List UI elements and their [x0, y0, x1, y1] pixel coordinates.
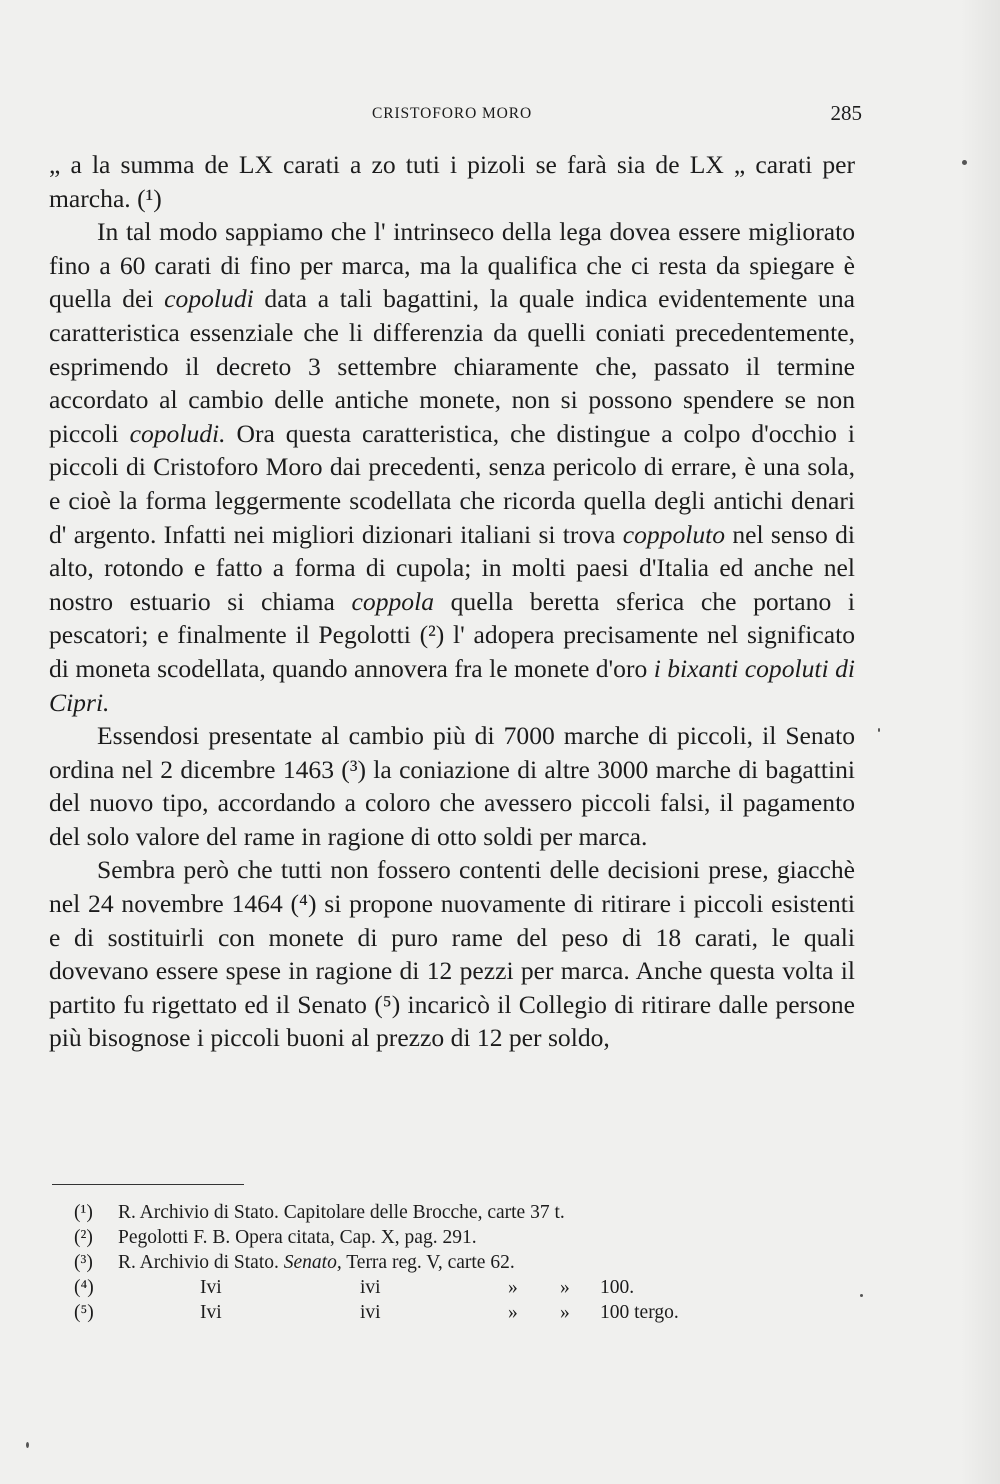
footnote-text: Pegolotti F. B. Opera citata, Cap. X, pag. 291.: [118, 1227, 477, 1248]
footnote-ditto-mark: »: [508, 1302, 518, 1323]
footnote-marker: (²): [74, 1227, 93, 1248]
footnote-marker: (³): [74, 1252, 93, 1273]
footnote-marker: (¹): [74, 1202, 93, 1223]
footnote-italic: Senato,: [283, 1252, 342, 1273]
footnote-divider: [52, 1184, 244, 1185]
italic-term: copoludi.: [129, 418, 226, 448]
paragraph-quote-continuation: „ a la summa de LX carati a zo tuti i pizoli se farà sia de LX „ carati per marcha. (¹): [49, 150, 855, 213]
footnote-ivi: Ivi: [200, 1302, 222, 1323]
scan-speck: [962, 160, 967, 165]
footnote-ivi: Ivi: [200, 1277, 222, 1298]
footnote-text: R. Archivio di Stato. Capitolare delle Brocche, carte 37 t.: [118, 1202, 565, 1223]
italic-term: i bixanti copoluti di Cipri.: [49, 653, 855, 717]
footnote-2: [74, 1225, 774, 1250]
scan-speck: [26, 1442, 29, 1448]
italic-term: copoludi: [164, 284, 254, 314]
text-run: quella beretta sferica che portano i pescatori; e finalmente il Pegolotti (²) l' adopera precisamente nel significato di moneta scodellata, quando annovera fra le monete d'oro: [49, 586, 855, 683]
footnote-marker: (⁴): [74, 1277, 94, 1298]
footnote-ditto-mark: »: [560, 1302, 570, 1323]
text-run: data a tali bagattini, la quale indica evidentemente una caratteristica essenziale che li differenzia da quelli coniati precedentemente, esprimendo il decreto 3 settembre chiaramente che, passato il termine accordato al cambio delle antiche monete, non si possono spendere se non piccoli: [49, 284, 856, 448]
running-head: CRISTOFORO MORO: [372, 105, 533, 122]
footnote-3: [74, 1250, 774, 1275]
footnote-text-part: R. Archivio di Stato.: [118, 1252, 279, 1273]
paragraph-copoludi: [49, 215, 855, 719]
footnotes: [74, 1200, 774, 1325]
page-edge-shadow: [960, 0, 1000, 1484]
footnote-text-part: Terra reg. V, carte 62.: [346, 1252, 515, 1273]
footnote-marker: (⁵): [74, 1302, 94, 1323]
footnote-1: [74, 1200, 774, 1225]
footnote-ivi-lower: ivi: [360, 1302, 381, 1323]
page-number: 285: [830, 101, 862, 125]
footnote-ivi-lower: ivi: [360, 1277, 381, 1298]
footnote-ditto-mark: »: [560, 1277, 570, 1298]
text-run: Ora questa caratteristica, che distingue a colpo d'occhio i piccoli di Cristoforo Moro dai precedenti, senza pericolo di errare, è una sola, e cioè la forma leggermente scodellata che ricorda quella degli antichi denari d' argento. Infatti nei migliori dizionari italiani si trova: [49, 418, 855, 549]
footnote-4: [74, 1275, 774, 1300]
scan-speck: [860, 1294, 863, 1297]
footnote-5: [74, 1300, 774, 1325]
footnote-page-ref: 100.: [600, 1277, 635, 1298]
text-run: In tal modo sappiamo che l' intrinseco della lega dovea essere migliorato fino a 60 carati di fino per marca, ma la qualifica che ci resta da spiegare è quella dei: [49, 217, 855, 314]
paragraph-senato-1463: Essendosi presentate al cambio più di 7000 marche di piccoli, il Senato ordina nel 2 dicembre 1463 (³) la coniazione di altre 3000 marche di bagattini del nuovo tipo, accordando a coloro che avessero piccoli falsi, il pagamento del solo valore del rame in ragione di otto soldi per marca.: [49, 721, 855, 851]
footnote-page-ref: 100 tergo.: [600, 1302, 679, 1323]
scan-speck: [878, 728, 880, 732]
body-text: [49, 148, 855, 1055]
footnote-text: [118, 1250, 515, 1275]
text-run: nel senso di alto, rotondo e fatto a forma di cupola; in molti paesi d'Italia ed anche nel nostro estuario si chiama: [49, 519, 856, 616]
footnote-ditto-mark: »: [508, 1277, 518, 1298]
italic-term: coppoluto: [622, 519, 726, 549]
italic-term: coppola: [351, 586, 434, 616]
paragraph-1464: Sembra però che tutti non fossero contenti delle decisioni prese, giacchè nel 24 novembre 1464 (⁴) si propone nuovamente di ritirare i piccoli esistenti e di sostituirli con monete di puro rame del peso di 18 carati, le quali dovevano essere spese in ragione di 12 pezzi per marca. Anche questa volta il partito fu rigettato ed il Senato (⁵) incaricò il Collegio di ritirare dalle persone più bisognose i piccoli buoni al prezzo di 12 per soldo,: [49, 855, 855, 1053]
